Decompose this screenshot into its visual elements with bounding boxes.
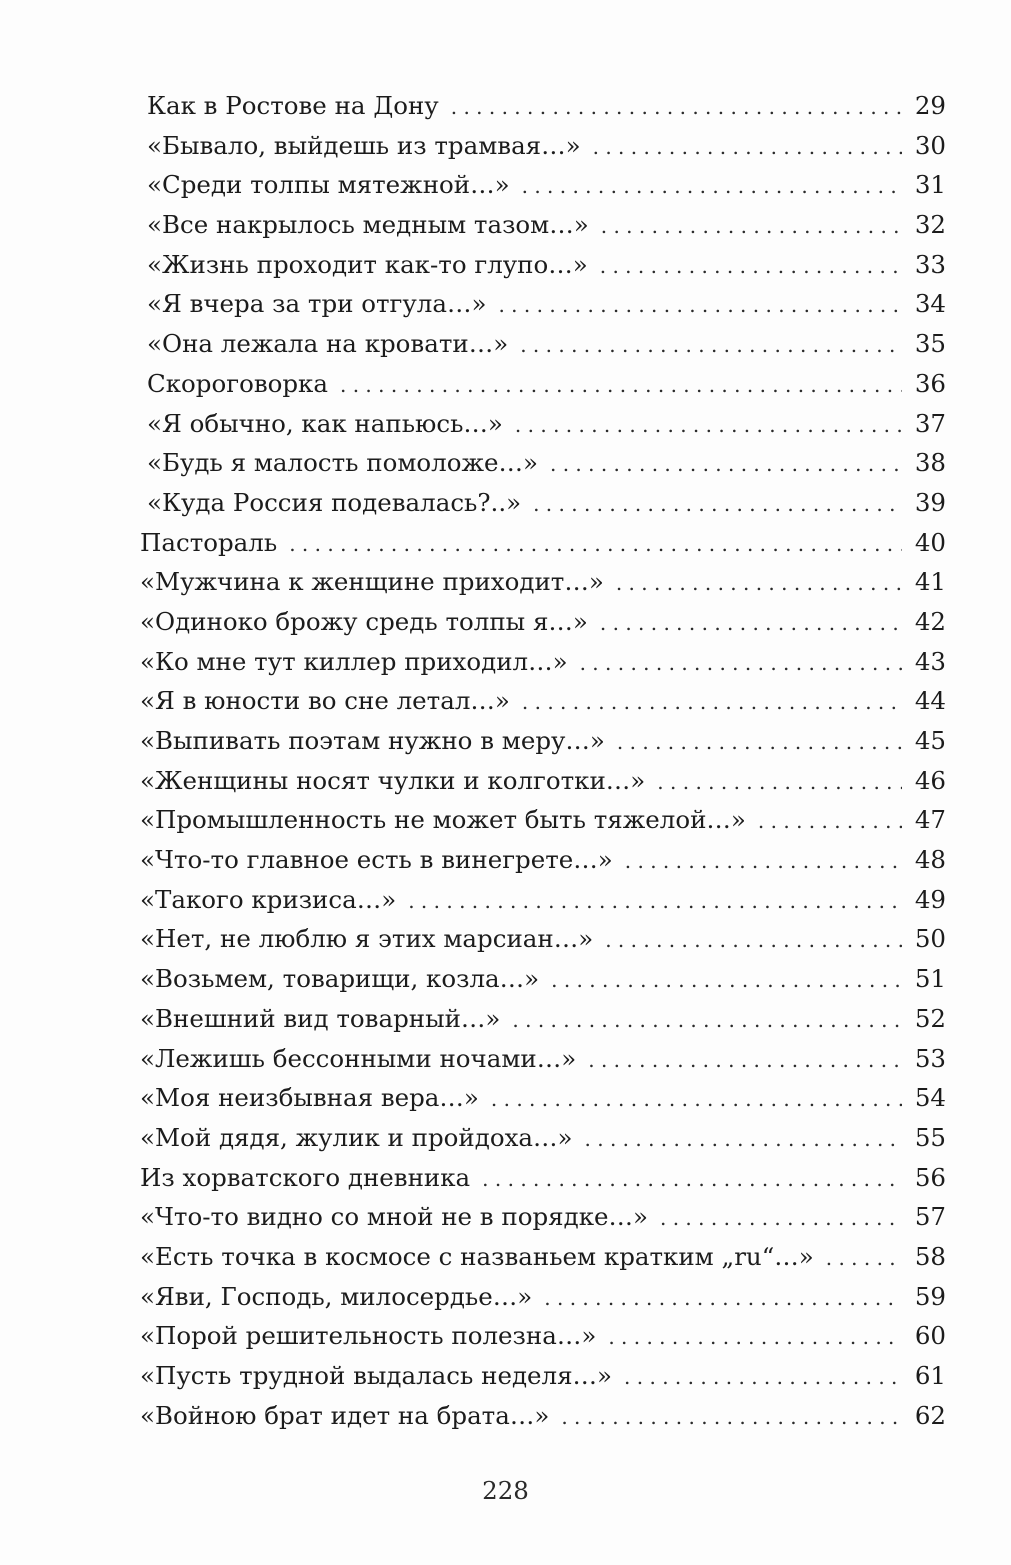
dot-leader	[593, 137, 902, 157]
dot-leader	[482, 1169, 902, 1189]
toc-entry	[140, 1078, 946, 1118]
toc-entry	[140, 284, 946, 324]
toc-entry-title: «Женщины носят чулки и колготки…»	[140, 765, 646, 795]
toc-entry-title: «Выпивать поэтам нужно в меру…»	[140, 726, 605, 755]
toc-entry-page: 47	[914, 805, 946, 835]
dot-leader	[616, 573, 902, 593]
toc-entry-title: «Лежишь бессонными ночами…»	[140, 1043, 577, 1073]
toc-entry-page: 55	[914, 1122, 946, 1152]
toc-entry-title: Как в Ростове на Дону	[147, 91, 439, 120]
toc-entry	[140, 1277, 946, 1317]
dot-leader	[580, 653, 902, 673]
toc-entry-page: 51	[914, 964, 946, 994]
toc-entry-title: «Куда Россия подевалась?..»	[147, 487, 522, 517]
toc-entry	[140, 1158, 946, 1198]
toc-entry	[140, 483, 946, 523]
toc-entry-title: Скороговорка	[147, 368, 328, 398]
dot-leader	[624, 1367, 902, 1387]
toc-entry-page: 29	[914, 91, 946, 120]
toc-entry	[140, 919, 946, 959]
dot-leader	[588, 1050, 902, 1070]
toc-entry-page: 50	[914, 924, 946, 954]
toc-entry	[140, 800, 946, 840]
toc-entry	[140, 404, 946, 444]
toc-entry-page: 38	[914, 448, 946, 478]
toc-entry	[140, 205, 946, 245]
dot-leader	[533, 494, 902, 514]
toc-entry	[140, 1356, 946, 1396]
toc-entry-title: «Порой решительность полезна…»	[140, 1321, 597, 1351]
dot-leader	[522, 692, 902, 712]
toc-entry	[140, 642, 946, 682]
dot-leader	[520, 335, 902, 355]
toc-entry-title: Из хорватского дневника	[140, 1162, 471, 1192]
toc-entry-title: «Все накрылось медным тазом…»	[147, 210, 589, 240]
dot-leader	[491, 1089, 902, 1109]
toc-entry-title: «Ко мне тут киллер приходил…»	[140, 646, 568, 676]
toc-entry	[140, 761, 946, 801]
dot-leader	[561, 1407, 902, 1427]
dot-leader	[608, 1327, 902, 1347]
dot-leader	[544, 1288, 902, 1308]
dot-leader	[498, 295, 902, 315]
dot-leader	[617, 732, 902, 752]
toc-entry-title: «Яви, Господь, милосердье…»	[140, 1281, 533, 1311]
toc-entry	[140, 245, 946, 285]
toc-entry-page: 59	[914, 1281, 946, 1311]
dot-leader	[758, 811, 902, 831]
toc-entry	[140, 443, 946, 483]
toc-entry-title: «Пусть трудной выдалась неделя…»	[140, 1361, 613, 1390]
toc-entry-page: 52	[914, 1003, 946, 1033]
toc-entry-page: 30	[914, 130, 946, 160]
toc-entry-page: 39	[914, 487, 946, 517]
toc-entry-title: «Нет, не люблю я этих марсиан…»	[140, 924, 594, 954]
toc-entry-page: 31	[914, 170, 946, 200]
dot-leader	[512, 1010, 902, 1030]
toc-entry-page: 58	[914, 1241, 946, 1271]
toc-entry	[140, 681, 946, 721]
toc-entry-title: «Войною брат идет на брата…»	[140, 1400, 550, 1430]
dot-leader	[826, 1248, 902, 1268]
toc-entry-page: 46	[914, 765, 946, 795]
toc-entry	[140, 1237, 946, 1277]
toc-entry	[140, 126, 946, 166]
toc-entry	[140, 86, 946, 126]
toc-entry-page: 36	[914, 368, 946, 398]
toc-entry	[140, 523, 946, 563]
table-of-contents	[140, 86, 946, 1435]
toc-entry-title: «Одиноко брожу средь толпы я…»	[140, 606, 588, 636]
dot-leader	[408, 891, 902, 911]
toc-entry	[140, 1396, 946, 1436]
toc-entry-title: «Что-то главное есть в винегрете…»	[140, 845, 613, 875]
toc-entry-title: «Мужчина к женщине приходит…»	[140, 567, 604, 597]
toc-entry-title: «Среди толпы мятежной…»	[147, 170, 510, 200]
toc-entry	[140, 840, 946, 880]
toc-entry-page: 49	[914, 884, 946, 914]
toc-entry	[140, 959, 946, 999]
toc-entry-page: 54	[914, 1083, 946, 1113]
toc-entry-title: «Будь я малость помоложе…»	[147, 448, 538, 478]
toc-entry-page: 53	[914, 1043, 946, 1073]
toc-entry	[140, 721, 946, 761]
dot-leader	[515, 415, 902, 435]
toc-entry-title: «Возьмем, товарищи, козла…»	[140, 964, 540, 994]
toc-entry-title: «Такого кризиса…»	[140, 884, 397, 914]
toc-entry-page: 43	[914, 646, 946, 676]
toc-entry-page: 42	[914, 606, 946, 636]
dot-leader	[605, 930, 902, 950]
toc-entry-title: «Я вчера за три отгула…»	[147, 289, 487, 319]
toc-entry-page: 40	[914, 527, 946, 557]
toc-entry	[140, 1316, 946, 1356]
toc-entry-title: Пастораль	[140, 527, 278, 557]
toc-entry-title: «Я обычно, как напьюсь…»	[147, 408, 503, 438]
dot-leader	[451, 97, 902, 117]
toc-entry	[140, 880, 946, 920]
dot-leader	[340, 375, 902, 395]
toc-entry-page: 45	[914, 726, 946, 755]
dot-leader	[550, 454, 902, 474]
dot-leader	[601, 216, 902, 236]
page-number: 228	[482, 1476, 529, 1505]
toc-entry-page: 62	[914, 1400, 946, 1430]
toc-entry-page: 34	[914, 289, 946, 319]
toc-entry-page: 32	[914, 210, 946, 240]
toc-entry-title: «Есть точка в космосе с названьем кратким „ru“…»	[140, 1241, 814, 1271]
dot-leader	[660, 1208, 902, 1228]
toc-entry-title: «Внешний вид товарный…»	[140, 1003, 501, 1033]
dot-leader	[600, 613, 902, 633]
toc-entry-page: 41	[914, 567, 946, 597]
toc-entry-page: 35	[914, 329, 946, 359]
toc-entry-page: 37	[914, 408, 946, 438]
toc-entry-page: 44	[914, 686, 946, 716]
toc-entry	[140, 165, 946, 205]
dot-leader	[625, 851, 902, 871]
toc-entry	[140, 602, 946, 642]
toc-entry-title: «Я в юности во сне летал…»	[140, 686, 510, 716]
toc-entry-title: «Моя неизбывная вера…»	[140, 1083, 479, 1113]
toc-entry-title: «Жизнь проходит как-то глупо…»	[147, 249, 588, 279]
dot-leader	[551, 970, 902, 990]
dot-leader	[522, 176, 902, 196]
toc-entry-page: 61	[914, 1361, 946, 1390]
toc-entry-page: 48	[914, 845, 946, 875]
toc-entry	[140, 562, 946, 602]
toc-entry	[140, 999, 946, 1039]
toc-entry	[140, 364, 946, 404]
toc-entry-title: «Что-то видно со мной не в порядке…»	[140, 1202, 648, 1232]
toc-entry-title: «Промышленность не может быть тяжелой…»	[140, 805, 746, 835]
toc-entry-title: «Мой дядя, жулик и пройдоха…»	[140, 1122, 573, 1152]
toc-entry-title: «Бывало, выйдешь из трамвая…»	[147, 130, 581, 160]
toc-entry-page: 60	[914, 1321, 946, 1351]
toc-entry	[140, 1039, 946, 1079]
toc-entry	[140, 1118, 946, 1158]
dot-leader	[657, 772, 902, 792]
toc-entry-title: «Она лежала на кровати…»	[147, 329, 509, 359]
toc-entry-page: 57	[914, 1202, 946, 1232]
toc-entry	[140, 1197, 946, 1237]
dot-leader	[289, 534, 902, 554]
toc-entry	[140, 324, 946, 364]
toc-entry-page: 56	[914, 1162, 946, 1192]
toc-entry-page: 33	[914, 249, 946, 279]
dot-leader	[585, 1129, 902, 1149]
dot-leader	[600, 256, 902, 276]
